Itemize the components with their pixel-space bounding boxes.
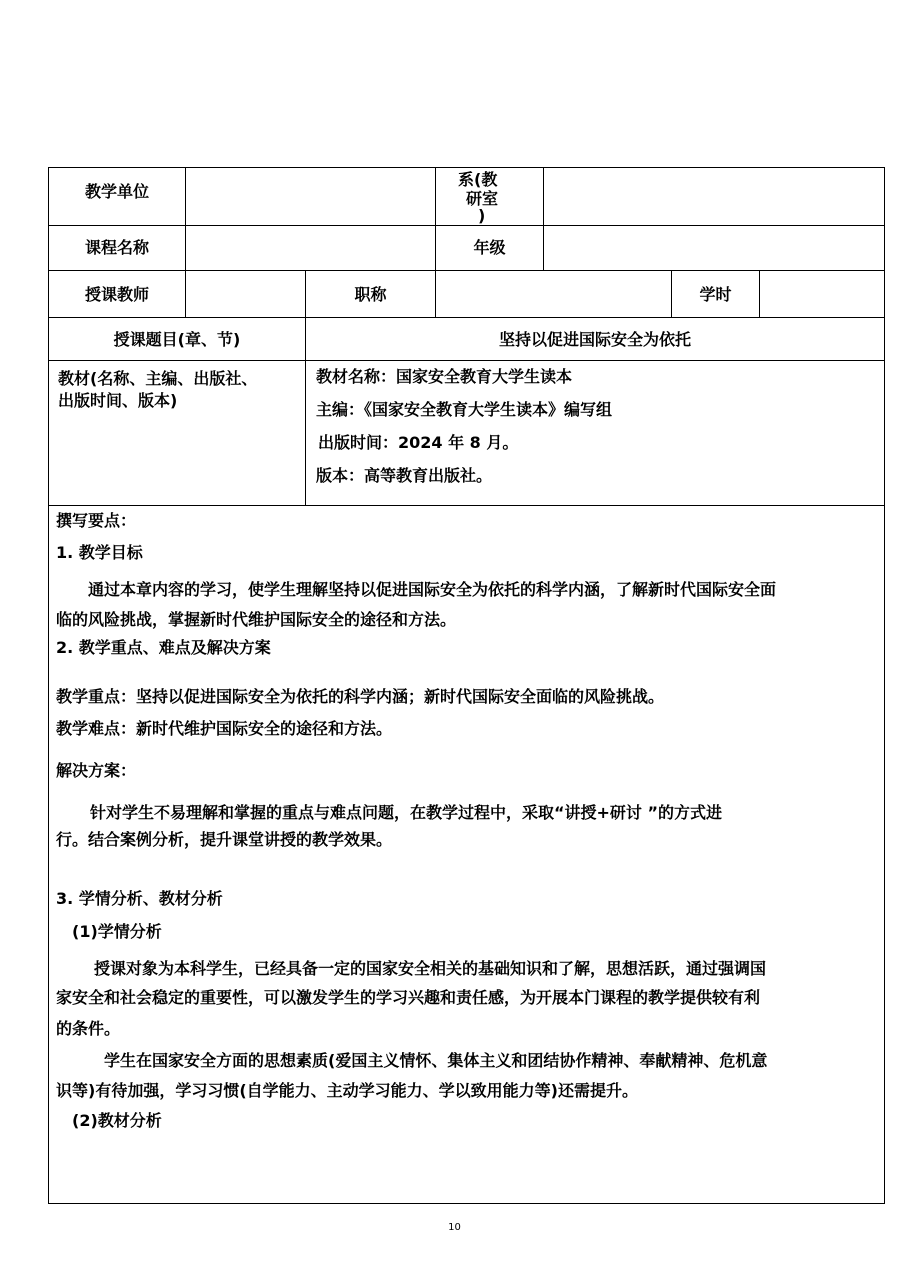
table-col-divider — [185, 167, 186, 317]
topic-label: 授课题目(章、节) — [113, 330, 241, 349]
dept-label-line-1: 系(教 — [458, 170, 498, 189]
section-1-para-line-2: 临的风险挑战，掌握新时代维护国际安全的途径和方法。 — [56, 610, 457, 629]
page-number: 10 — [448, 1222, 461, 1233]
textbook-name: 教材名称：国家安全教育大学生读本 — [316, 367, 573, 386]
table-row-divider — [48, 505, 885, 506]
grade-label: 年级 — [473, 238, 506, 257]
solution-line-1: 针对学生不易理解和掌握的重点与难点问题，在教学过程中，采取“讲授+研讨 ”的方式进 — [90, 803, 723, 822]
section-3-2-title: (2)教材分析 — [72, 1111, 162, 1130]
table-col-divider — [543, 167, 544, 270]
table-border-left — [48, 167, 49, 1204]
table-border-right — [884, 167, 885, 1204]
table-border-bottom — [48, 1203, 885, 1204]
section-3-1-para1-line-3: 的条件。 — [56, 1019, 121, 1038]
dept-label-line-3: ) — [478, 206, 486, 225]
table-row-divider — [48, 225, 885, 226]
section-3-1-para1-line-2: 家安全和社会稳定的重要性，可以激发学生的学习兴趣和责任感，为开展本门课程的教学提供较有利 — [56, 988, 761, 1007]
table-col-divider — [759, 270, 760, 317]
section-3-1-para2-line-1: 学生在国家安全方面的思想素质(爱国主义情怀、集体主义和团结协作精神、奉献精神、危机意 — [104, 1051, 768, 1070]
textbook-label-line-2: 出版时间、版本) — [58, 391, 178, 410]
content-heading: 撰写要点： — [56, 511, 137, 530]
table-row-divider — [48, 360, 885, 361]
textbook-label-line-1: 教材(名称、主编、出版社、 — [58, 369, 258, 388]
textbook-publish-date: 出版时间：2024 年 8 月。 — [318, 433, 519, 452]
dept-label-line-2: 研室 — [466, 189, 499, 208]
textbook-editor: 主编：《国家安全教育大学生读本》编写组 — [316, 400, 613, 419]
solution-line-2: 行。结合案例分析，提升课堂讲授的教学效果。 — [56, 830, 393, 849]
section-3-1-title: (1)学情分析 — [72, 922, 162, 941]
section-2-title: 2. 教学重点、难点及解决方案 — [56, 638, 271, 657]
table-border-top — [48, 167, 885, 168]
solution-label: 解决方案： — [56, 761, 137, 780]
section-3-title: 3. 学情分析、教材分析 — [56, 889, 223, 908]
difficulties: 教学难点：新时代维护国际安全的途径和方法。 — [56, 719, 393, 738]
section-1-para-line-1: 通过本章内容的学习，使学生理解坚持以促进国际安全为依托的科学内涵，了解新时代国际安全面 — [88, 580, 777, 599]
topic-value: 坚持以促进国际安全为依托 — [498, 330, 691, 349]
course-label: 课程名称 — [84, 238, 149, 257]
table-col-divider — [305, 270, 306, 505]
unit-label: 教学单位 — [84, 182, 149, 201]
table-row-divider — [48, 317, 885, 318]
key-points: 教学重点：坚持以促进国际安全为依托的科学内涵；新时代国际安全面临的风险挑战。 — [56, 687, 665, 706]
teacher-label: 授课教师 — [84, 285, 149, 304]
hours-label: 学时 — [699, 285, 732, 304]
section-3-1-para1-line-1: 授课对象为本科学生，已经具备一定的国家安全相关的基础知识和了解，思想活跃，通过强调国 — [94, 959, 767, 978]
title-label: 职称 — [354, 285, 387, 304]
textbook-version: 版本：高等教育出版社。 — [316, 466, 493, 485]
section-1-title: 1. 教学目标 — [56, 543, 143, 562]
section-3-1-para2-line-2: 识等)有待加强，学习习惯(自学能力、主动学习能力、学以致用能力等)还需提升。 — [56, 1081, 638, 1100]
